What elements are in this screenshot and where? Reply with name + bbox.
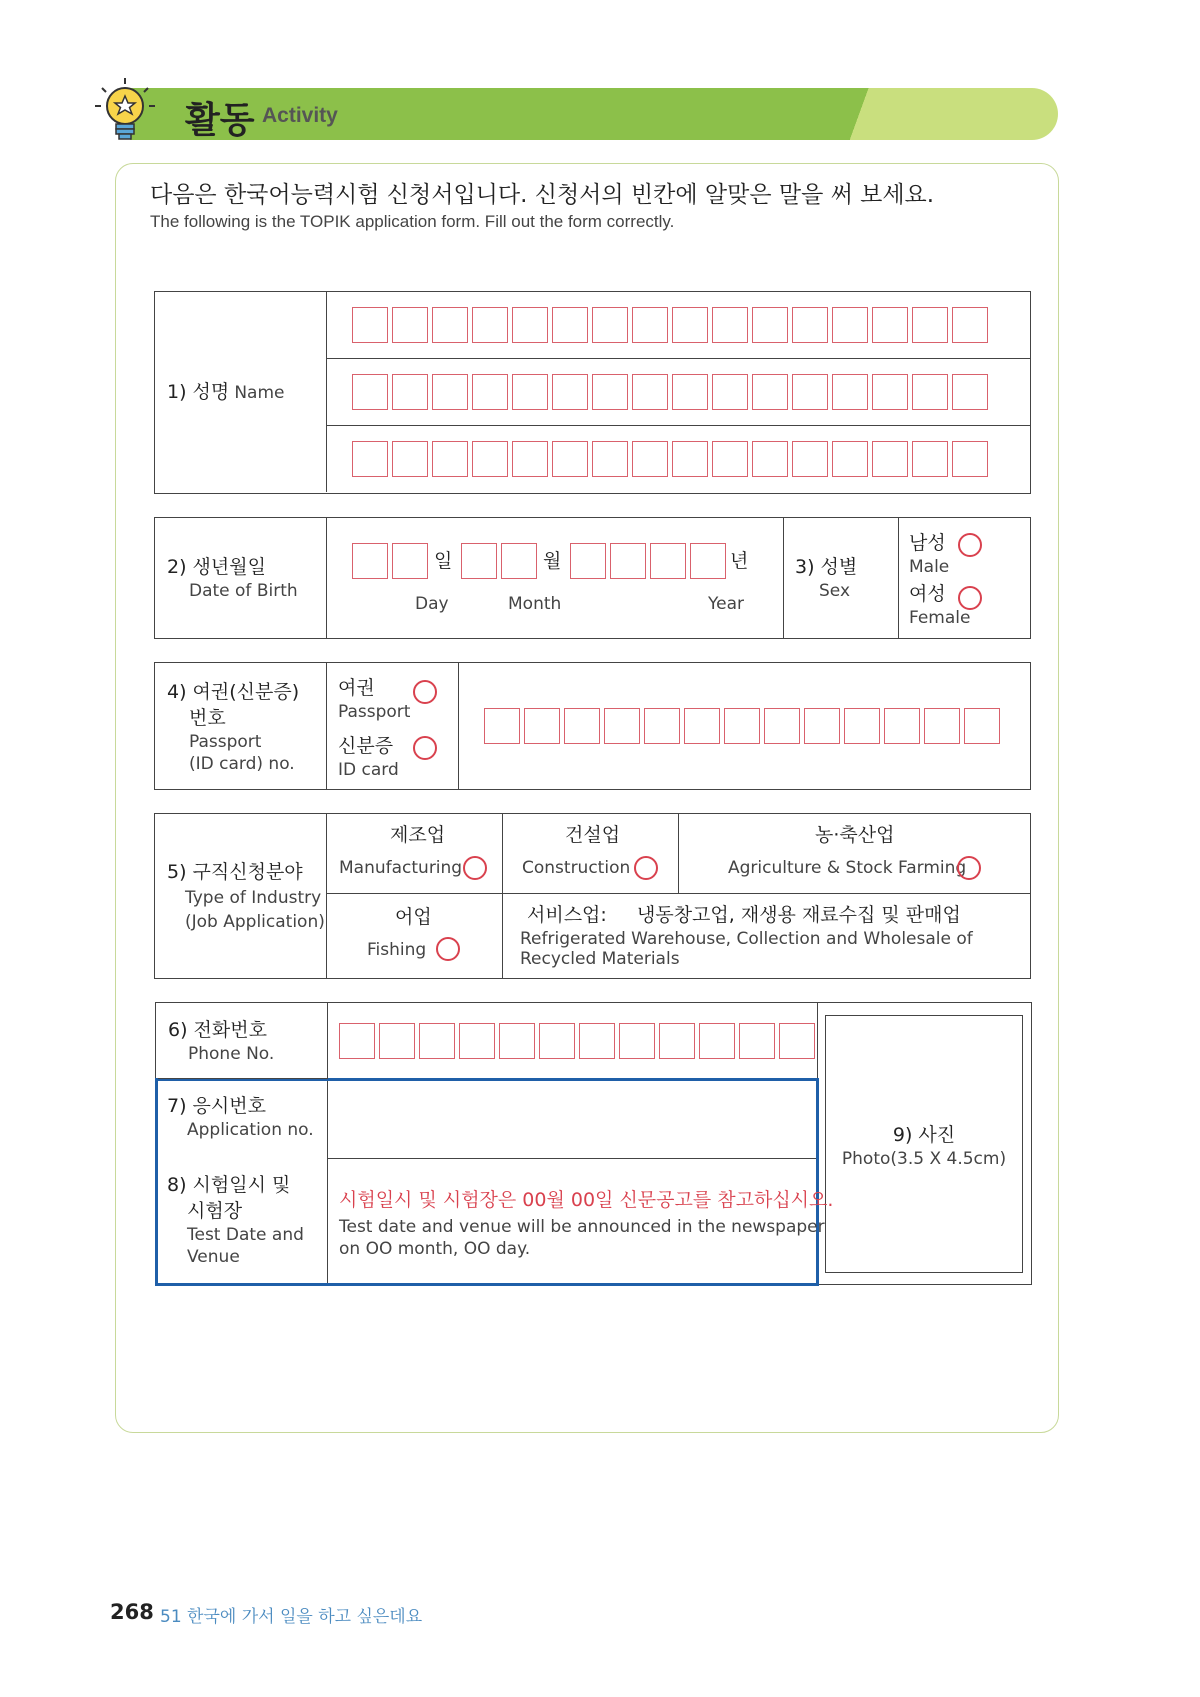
input-cell[interactable] — [512, 374, 548, 410]
dob-sex-table — [154, 517, 1031, 639]
sex-label-ko: 3) 성별 — [795, 556, 858, 578]
industry-label-en-1: Type of Industry — [185, 888, 322, 908]
phone-label-ko: 6) 전화번호 — [168, 1019, 267, 1041]
input-cell[interactable] — [964, 708, 1000, 744]
input-cell[interactable] — [472, 441, 508, 477]
dob-month-cells[interactable] — [461, 543, 537, 579]
input-cell[interactable] — [352, 441, 388, 477]
passport-radio[interactable] — [413, 680, 437, 704]
photo-label-en: Photo(3.5 X 4.5cm) — [841, 1149, 1007, 1169]
input-cell[interactable] — [592, 441, 628, 477]
input-cell[interactable] — [352, 307, 388, 343]
input-cell[interactable] — [484, 708, 520, 744]
input-cell[interactable] — [501, 543, 537, 579]
male-label-ko: 남성 — [909, 532, 946, 554]
male-label-en: Male — [909, 557, 950, 577]
manufacturing-ko: 제조업 — [390, 824, 446, 846]
page-number: 268 — [110, 1600, 154, 1624]
input-cell[interactable] — [952, 441, 988, 477]
input-cell[interactable] — [792, 441, 828, 477]
input-cell[interactable] — [832, 307, 868, 343]
photo-box[interactable] — [825, 1015, 1023, 1273]
input-cell[interactable] — [432, 374, 468, 410]
dob-month-ko: 월 — [543, 550, 562, 572]
dob-day-cells[interactable] — [352, 543, 428, 579]
name-label-en: Name — [234, 383, 285, 403]
chapter-title: 51 한국에 가서 일을 하고 싶은데요 — [160, 1607, 423, 1627]
input-cell[interactable] — [884, 708, 920, 744]
passport-label-ko-2: 번호 — [189, 707, 226, 729]
input-cell[interactable] — [844, 708, 880, 744]
agriculture-ko: 농·축산업 — [815, 824, 895, 846]
agriculture-radio[interactable] — [957, 856, 981, 880]
dob-label-en: Date of Birth — [189, 581, 298, 601]
industry-label-en-2: (Job Application) — [185, 912, 325, 932]
passport-label-en-2: (ID card) no. — [189, 754, 295, 774]
manufacturing-en: Manufacturing — [339, 858, 463, 878]
input-cell[interactable] — [392, 307, 428, 343]
passport-option-en: Passport — [338, 702, 411, 722]
input-cell[interactable] — [512, 441, 548, 477]
input-cell[interactable] — [339, 1023, 375, 1059]
input-cell[interactable] — [792, 307, 828, 343]
idcard-option-en: ID card — [338, 760, 399, 780]
input-cell[interactable] — [604, 708, 640, 744]
construction-radio[interactable] — [634, 856, 658, 880]
input-cell[interactable] — [659, 1023, 695, 1059]
phone-label-en: Phone No. — [188, 1044, 275, 1064]
input-cell[interactable] — [592, 307, 628, 343]
input-cell[interactable] — [672, 374, 708, 410]
input-cell[interactable] — [472, 307, 508, 343]
input-cell[interactable] — [552, 374, 588, 410]
dob-day-ko: 일 — [434, 550, 453, 572]
input-cell[interactable] — [352, 374, 388, 410]
input-cell[interactable] — [552, 307, 588, 343]
input-cell[interactable] — [779, 1023, 815, 1059]
exam-label-en-1: Test Date and — [187, 1225, 304, 1245]
input-cell[interactable] — [570, 543, 606, 579]
input-cell[interactable] — [712, 374, 748, 410]
exam-label-ko-2: 시험장 — [187, 1200, 243, 1222]
passport-label-ko-1: 4) 여권(신분증) — [167, 681, 300, 703]
input-cell[interactable] — [752, 307, 788, 343]
construction-en: Construction — [522, 858, 631, 878]
input-cell[interactable] — [644, 708, 680, 744]
input-cell[interactable] — [461, 543, 497, 579]
exam-notice-ko: 시험일시 및 시험장은 00월 00일 신문공고를 참고하십시오. — [339, 1189, 834, 1211]
input-cell[interactable] — [712, 441, 748, 477]
dob-year-ko: 년 — [730, 550, 749, 572]
name-row-1[interactable] — [352, 307, 988, 343]
name-row-3[interactable] — [352, 441, 988, 477]
dob-year-en: Year — [708, 594, 744, 614]
input-cell[interactable] — [872, 374, 908, 410]
input-cell[interactable] — [524, 708, 560, 744]
dob-year-cells[interactable] — [570, 543, 726, 579]
input-cell[interactable] — [579, 1023, 615, 1059]
agriculture-en: Agriculture & Stock Farming — [728, 858, 967, 878]
input-cell[interactable] — [912, 307, 948, 343]
input-cell[interactable] — [832, 374, 868, 410]
industry-label-ko: 5) 구직신청분야 — [167, 861, 303, 883]
service-en-1: Refrigerated Warehouse, Collection and Wholesale of — [520, 929, 973, 949]
input-cell[interactable] — [690, 543, 726, 579]
input-cell[interactable] — [512, 307, 548, 343]
activity-subtitle: Activity — [262, 104, 338, 127]
passport-label-en-1: Passport — [189, 732, 262, 752]
input-cell[interactable] — [752, 374, 788, 410]
industry-table — [154, 813, 1031, 979]
fishing-radio[interactable] — [436, 937, 460, 961]
input-cell[interactable] — [392, 374, 428, 410]
input-cell[interactable] — [684, 708, 720, 744]
input-cell[interactable] — [619, 1023, 655, 1059]
passport-table — [154, 662, 1031, 790]
passport-number-cells[interactable] — [484, 708, 1000, 744]
input-cell[interactable] — [564, 708, 600, 744]
dob-label-ko: 2) 생년월일 — [167, 556, 266, 578]
input-cell[interactable] — [552, 441, 588, 477]
male-radio[interactable] — [958, 533, 982, 557]
exam-notice-en-2: on OO month, OO day. — [339, 1239, 531, 1259]
input-cell[interactable] — [924, 708, 960, 744]
input-cell[interactable] — [650, 543, 686, 579]
exam-label-en-2: Venue — [187, 1247, 240, 1267]
input-cell[interactable] — [472, 374, 508, 410]
phone-number-cells[interactable] — [339, 1023, 815, 1059]
fishing-en: Fishing — [367, 940, 427, 960]
input-cell[interactable] — [872, 441, 908, 477]
service-en-2: Recycled Materials — [520, 949, 680, 969]
instruction-english: The following is the TOPIK application form. Fill out the form correctly. — [150, 212, 675, 231]
fishing-ko: 어업 — [395, 906, 432, 928]
input-cell[interactable] — [712, 307, 748, 343]
construction-ko: 건설업 — [565, 824, 621, 846]
input-cell[interactable] — [752, 441, 788, 477]
input-cell[interactable] — [912, 374, 948, 410]
input-cell[interactable] — [392, 441, 428, 477]
name-label-ko: 1) 성명 — [167, 381, 230, 403]
input-cell[interactable] — [459, 1023, 495, 1059]
input-cell[interactable] — [792, 374, 828, 410]
input-cell[interactable] — [804, 708, 840, 744]
female-radio[interactable] — [958, 586, 982, 610]
activity-title: 활동 — [185, 100, 255, 141]
idcard-option-ko: 신분증 — [338, 735, 394, 757]
input-cell[interactable] — [699, 1023, 735, 1059]
input-cell[interactable] — [632, 307, 668, 343]
name-row-2[interactable] — [352, 374, 988, 410]
input-cell[interactable] — [499, 1023, 535, 1059]
input-cell[interactable] — [379, 1023, 415, 1059]
input-cell[interactable] — [352, 543, 388, 579]
input-cell[interactable] — [610, 543, 646, 579]
appno-label-ko: 7) 응시번호 — [167, 1095, 266, 1117]
input-cell[interactable] — [912, 441, 948, 477]
input-cell[interactable] — [672, 307, 708, 343]
input-cell[interactable] — [392, 543, 428, 579]
passport-option-ko: 여권 — [338, 677, 375, 699]
input-cell[interactable] — [764, 708, 800, 744]
manufacturing-radio[interactable] — [463, 856, 487, 880]
dob-day-en: Day — [415, 594, 449, 614]
input-cell[interactable] — [632, 441, 668, 477]
input-cell[interactable] — [672, 441, 708, 477]
input-cell[interactable] — [592, 374, 628, 410]
input-cell[interactable] — [632, 374, 668, 410]
exam-notice-en-1: Test date and venue will be announced in the newspaper — [339, 1217, 825, 1237]
name-table — [154, 291, 1031, 494]
appno-label-en: Application no. — [187, 1120, 314, 1140]
input-cell[interactable] — [739, 1023, 775, 1059]
sex-label-en: Sex — [819, 581, 851, 601]
exam-label-ko-1: 8) 시험일시 및 — [167, 1174, 291, 1196]
dob-month-en: Month — [508, 594, 562, 614]
appno-field[interactable] — [330, 1081, 816, 1155]
input-cell[interactable] — [952, 374, 988, 410]
female-label-en: Female — [909, 608, 971, 628]
female-label-ko: 여성 — [909, 583, 946, 605]
input-cell[interactable] — [832, 441, 868, 477]
instruction-korean: 다음은 한국어능력시험 신청서입니다. 신청서의 빈칸에 알맞은 말을 써 보세요. — [150, 182, 935, 208]
input-cell[interactable] — [724, 708, 760, 744]
input-cell[interactable] — [432, 441, 468, 477]
input-cell[interactable] — [952, 307, 988, 343]
input-cell[interactable] — [419, 1023, 455, 1059]
idcard-radio[interactable] — [413, 736, 437, 760]
photo-label-ko: 9) 사진 — [892, 1124, 956, 1146]
lightbulb-icon — [92, 76, 158, 144]
service-ko-detail: 냉동창고업, 재생용 재료수집 및 판매업 — [637, 904, 961, 926]
input-cell[interactable] — [872, 307, 908, 343]
service-ko: 서비스업: — [527, 904, 607, 926]
input-cell[interactable] — [539, 1023, 575, 1059]
input-cell[interactable] — [432, 307, 468, 343]
